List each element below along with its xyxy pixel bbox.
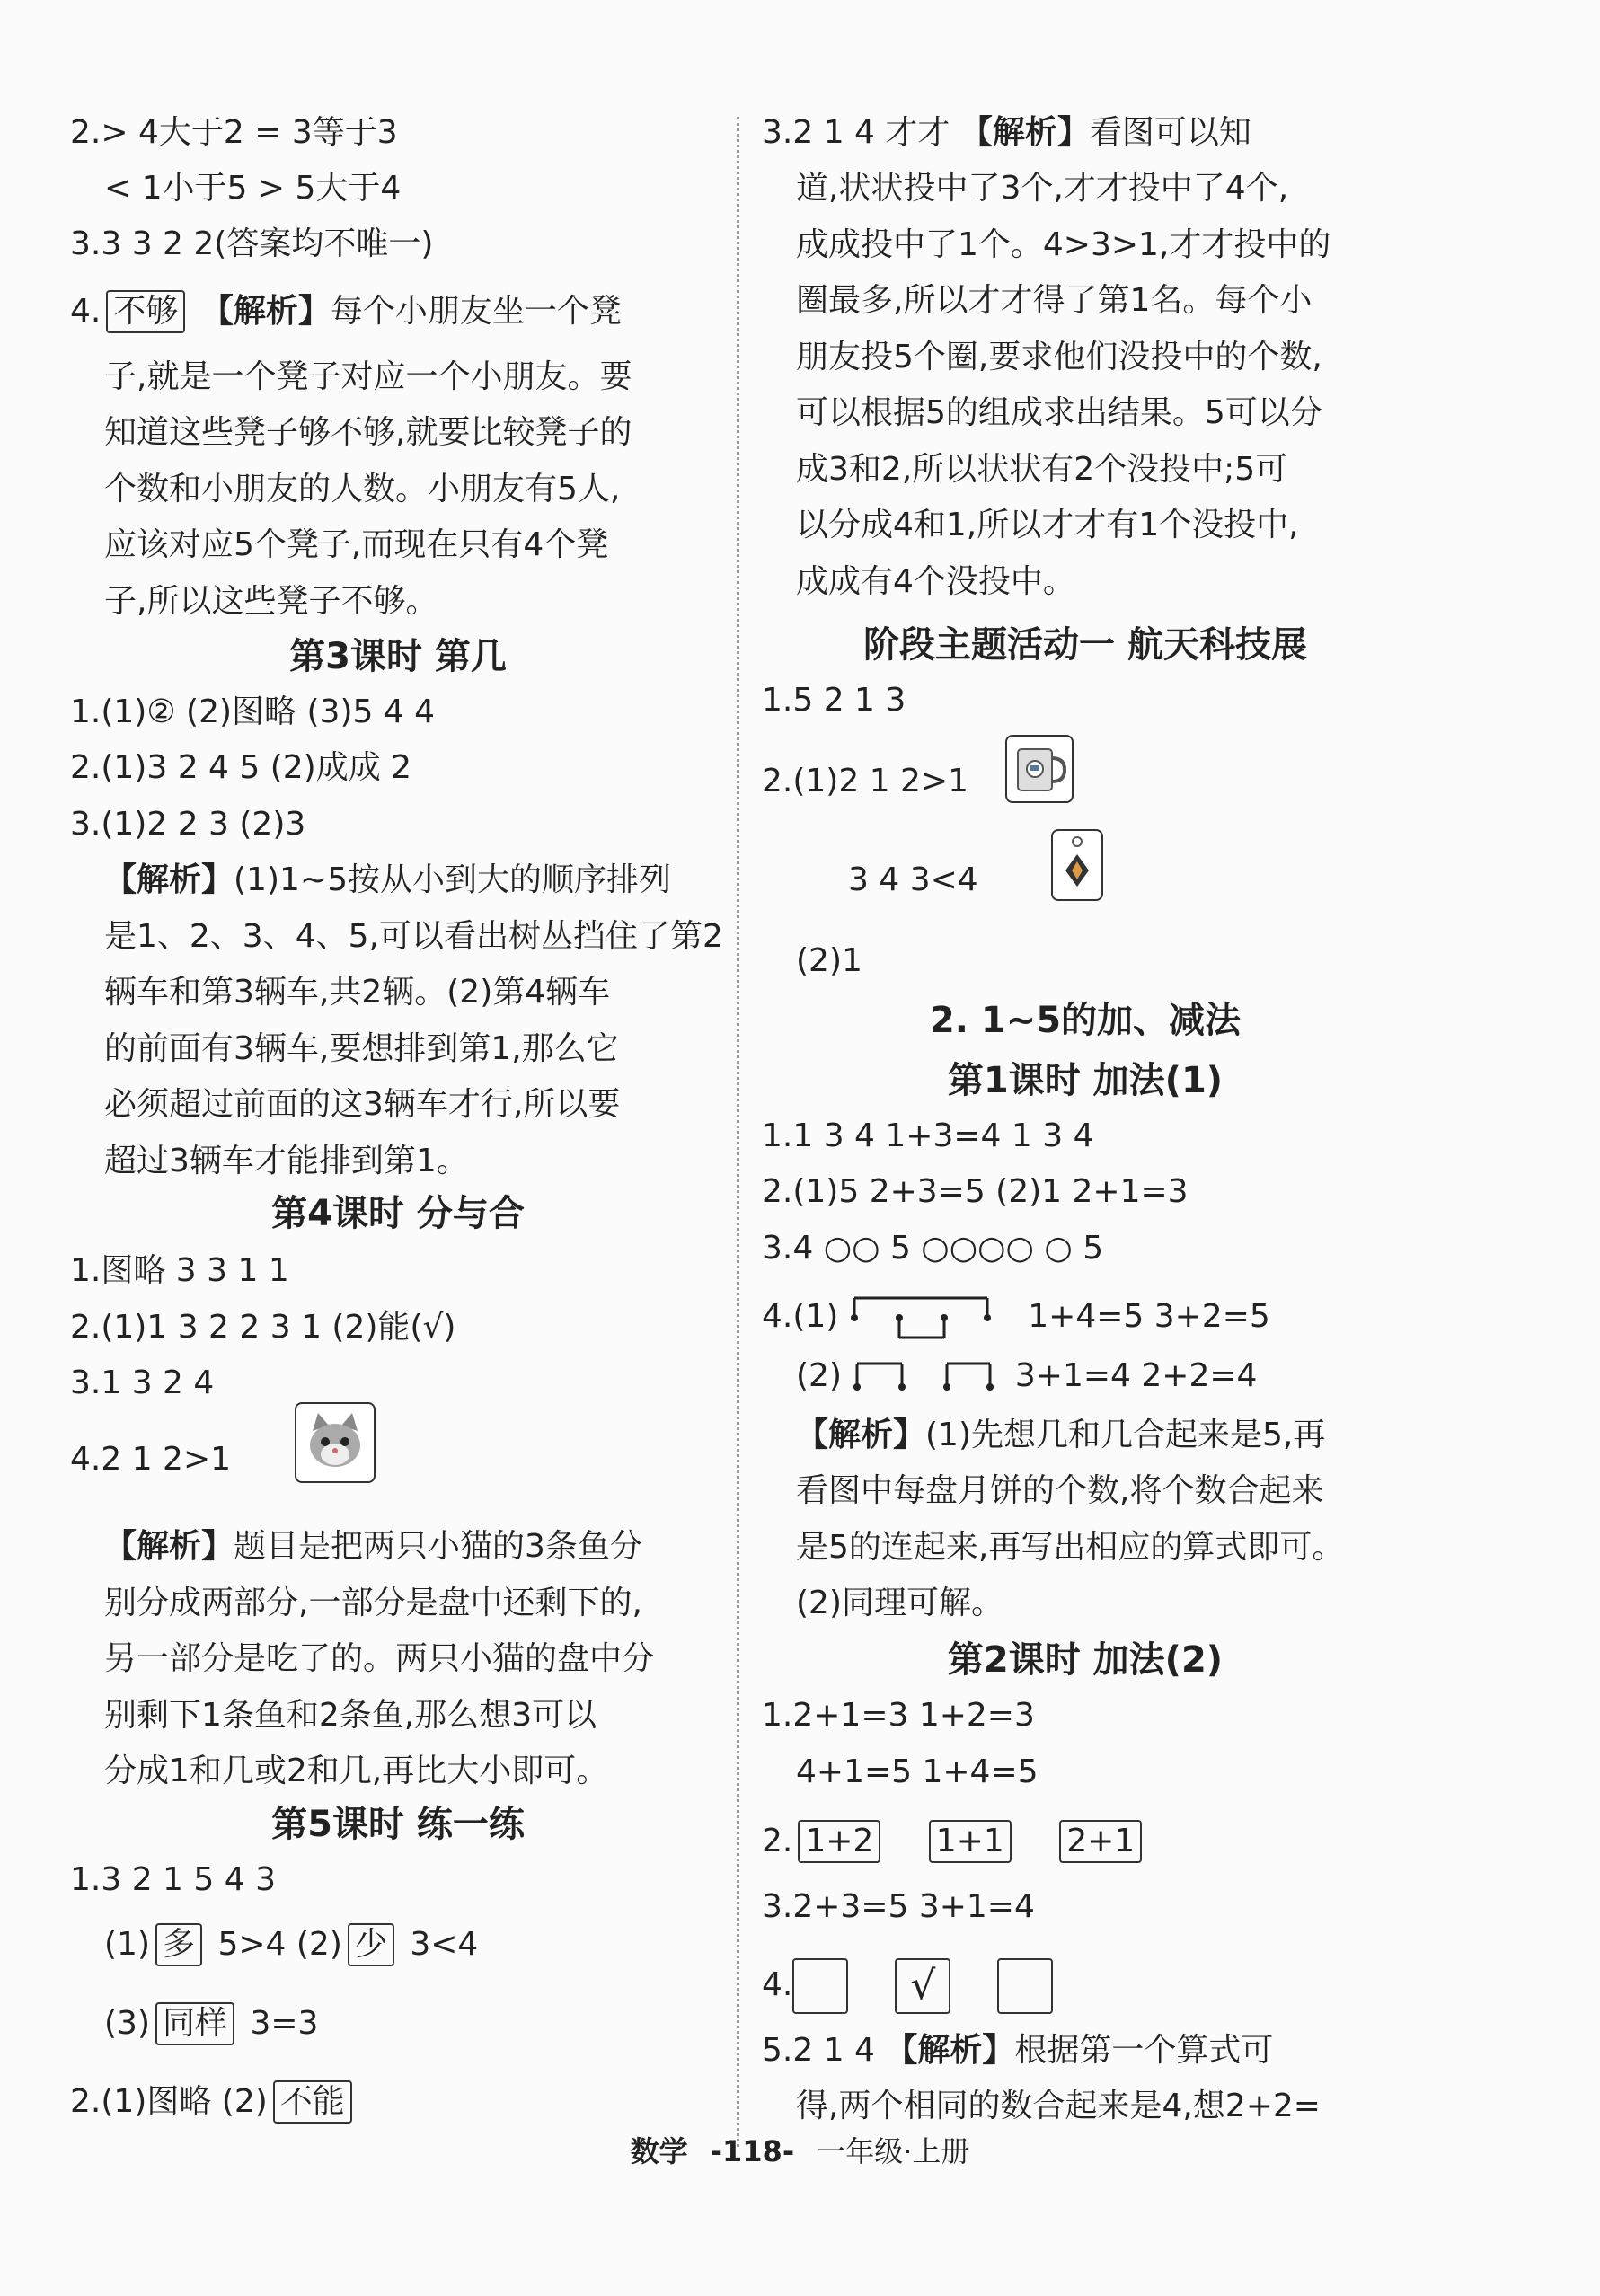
answer-line: 1.3 2 1 5 4 3 [70, 1861, 276, 1898]
answer-line: 4+1=5 1+4=5 [796, 1753, 1039, 1790]
analysis-line: 分成1和几或2和几,再比大小即可。 [104, 1753, 609, 1789]
footer-subject: 数学 [630, 2134, 688, 2168]
footer-grade: 一年级·上册 [817, 2134, 970, 2168]
analysis-text: 每个小朋友坐一个凳 [330, 293, 622, 330]
analysis-text: (1)1~5按从小到大的顺序排列 [234, 861, 671, 898]
answer-line [104, 2001, 318, 2046]
section-heading: 阶段主题活动一 航天科技展 [863, 624, 1307, 666]
answer-line: < 1小于5 > 5大于4 [104, 170, 402, 207]
analysis-line: 应该对应5个凳子,而现在只有4个凳 [104, 526, 609, 563]
analysis-line: 得,两个相同的数合起来是4,想2+2= [796, 2088, 1321, 2124]
answer-text: 3+1=4 2+2=4 [1014, 1357, 1258, 1394]
answer-box: 2+1 [1059, 1820, 1142, 1863]
analysis-text: (1)先想几和几合起来是5,再 [925, 1417, 1326, 1453]
answer-line: 1.5 2 1 3 [762, 682, 906, 719]
answer-box: 不能 [273, 2080, 352, 2124]
analysis-line [104, 858, 671, 903]
answer-text: 3 4 3<4 [848, 861, 978, 898]
answer-line: 1.图略 3 3 1 1 [70, 1252, 289, 1289]
analysis-tag: 【解析】 [885, 2032, 1015, 2069]
answer-line: 2.(1)3 2 4 5 (2)成成 2 [70, 749, 412, 786]
answer-line: 3.1 3 2 4 [70, 1364, 215, 1401]
analysis-line: 个数和小朋友的人数。小朋友有5人, [104, 471, 621, 508]
connect-lines-icon [852, 1355, 995, 1400]
analysis-text: 根据第一个算式可 [1014, 2032, 1274, 2069]
analysis-line: 子,就是一个凳子对应一个小朋友。要 [104, 358, 632, 395]
section-heading: 第5课时 练一练 [271, 1804, 525, 1845]
analysis-line: 是5的连起来,再写出相应的算式即可。 [796, 1529, 1345, 1566]
answer-line [762, 110, 1251, 155]
answer-line: 2.> 4大于2 = 3等于3 [70, 114, 398, 151]
analysis-line: 道,状状投中了3个,才才投中了4个, [796, 170, 1289, 207]
answer-box: 多 [155, 1923, 202, 1966]
answer-box: 1+2 [798, 1820, 880, 1863]
answer-text: (2) [796, 1357, 842, 1394]
answer-text: 3=3 [250, 2005, 319, 2042]
page-footer [0, 2129, 1600, 2170]
answer-box: 同样 [155, 2002, 234, 2045]
analysis-tag: 【解析】 [104, 1528, 234, 1565]
analysis-text: 看图可以知 [1089, 114, 1251, 151]
analysis-tag: 【解析】 [200, 293, 331, 330]
answer-text: 3<4 [410, 1926, 479, 1963]
answer-line [762, 1291, 1270, 1336]
answer-line [70, 289, 622, 334]
answer-line: (2)1 [796, 942, 862, 979]
analysis-line: 成成投中了1个。4>3>1,才才投中的 [796, 226, 1331, 263]
answer-line [70, 1437, 376, 1482]
answer-text: 5>4 (2) [217, 1926, 342, 1963]
analysis-line: 成3和2,所以状状有2个没投中;5可 [796, 451, 1288, 488]
answer-line: 3.4 ○○ 5 ○○○○ ○ 5 [762, 1230, 1104, 1267]
analysis-line: 的前面有3辆车,要想排到第1,那么它 [104, 1030, 619, 1067]
section-heading: 第3课时 第几 [289, 636, 507, 677]
answer-text: 4.2 1 2>1 [70, 1441, 232, 1478]
analysis-line: 可以根据5的组成求出结果。5可以分 [796, 394, 1322, 431]
answer-line: 3.2+3=5 3+1=4 [762, 1888, 1035, 1925]
analysis-line: 另一部分是吃了的。两只小猫的盘中分 [104, 1640, 655, 1677]
analysis-line: 子,所以这些凳子不够。 [104, 583, 438, 620]
section-heading: 第4课时 分与合 [271, 1193, 525, 1234]
analysis-line: 别分成两部分,一部分是盘中还剩下的, [104, 1585, 642, 1621]
column-divider [737, 117, 739, 2147]
analysis-line: 成成有4个没投中。 [796, 563, 1075, 600]
answer-box: 少 [348, 1923, 394, 1966]
analysis-text: 题目是把两只小猫的3条鱼分 [234, 1528, 642, 1565]
analysis-line: 看图中每盘月饼的个数,将个数合起来 [796, 1472, 1324, 1509]
answer-line [762, 1958, 1076, 2009]
analysis-line [796, 1413, 1325, 1458]
answer-text: 3.2 1 4 才才 [762, 114, 950, 151]
answer-line: 1.(1)② (2)图略 (3)5 4 4 [70, 693, 436, 730]
answer-text: 1+4=5 3+2=5 [1028, 1298, 1270, 1335]
analysis-line: 超过3辆车才能排到第1。 [104, 1143, 469, 1179]
answer-text: 2. [762, 1823, 793, 1859]
answer-text: 4. [762, 1966, 793, 2003]
analysis-line: 是1、2、3、4、5,可以看出树丛挡住了第2 [104, 918, 723, 955]
analysis-line: 辆车和第3辆车,共2辆。(2)第4辆车 [104, 974, 611, 1011]
answer-line [796, 1354, 1257, 1399]
cat-face-icon [296, 1404, 374, 1481]
answer-box: 不够 [106, 290, 185, 333]
analysis-tag: 【解析】 [104, 861, 234, 898]
section-heading: 第1课时 加法(1) [947, 1060, 1224, 1101]
question-number: 4. [70, 293, 102, 330]
section-heading: 第2课时 加法(2) [947, 1639, 1224, 1681]
rocket-bookmark-icon [1053, 831, 1101, 899]
empty-answer-box [997, 1958, 1053, 2014]
answer-line: 1.1 3 4 1+3=4 1 3 4 [762, 1117, 1094, 1154]
unit-heading: 2. 1~5的加、减法 [929, 1000, 1242, 1041]
answer-line [762, 2028, 1273, 2073]
analysis-line: 以分成4和1,所以才才有1个没投中, [796, 507, 1299, 543]
answer-line: 3.3 3 2 2(答案均不唯一) [70, 225, 434, 262]
empty-answer-box [792, 1958, 848, 2014]
answer-text: (3) [104, 2005, 150, 2042]
answer-text: 2.(1)2 1 2>1 [762, 763, 969, 799]
mug-icon [1007, 737, 1072, 801]
answer-line: 1.2+1=3 1+2=3 [762, 1697, 1035, 1734]
analysis-line [104, 1524, 642, 1569]
answer-line: 2.(1)1 3 2 2 3 1 (2)能(√) [70, 1309, 456, 1346]
answer-text: 2.(1)图略 (2) [70, 2083, 268, 2120]
analysis-line: 朋友投5个圈,要求他们没投中的个数, [796, 339, 1322, 375]
page-number: -118- [710, 2134, 795, 2168]
cat-picture [295, 1402, 376, 1483]
analysis-line: 知道这些凳子够不够,就要比较凳子的 [104, 414, 632, 451]
answer-line [762, 759, 1074, 804]
analysis-line: 别剩下1条鱼和2条鱼,那么想3可以 [104, 1697, 597, 1734]
analysis-line: 圈最多,所以才才得了第1名。每个小 [796, 282, 1313, 319]
answer-text: 5.2 1 4 [762, 2032, 875, 2069]
answer-line: 3.(1)2 2 3 (2)3 [70, 806, 306, 843]
answer-line: 2.(1)5 2+3=5 (2)1 2+1=3 [762, 1173, 1189, 1210]
answer-text: (1) [104, 1926, 150, 1963]
answer-line [762, 1819, 1147, 1864]
answer-line [70, 2080, 358, 2124]
mug-picture [1005, 735, 1074, 803]
bookmark-picture [1051, 829, 1103, 901]
answer-text: 4.(1) [762, 1298, 839, 1335]
analysis-line: 必须超过前面的这3辆车才行,所以要 [104, 1086, 621, 1123]
answer-box: 1+1 [929, 1820, 1012, 1863]
checked-answer-box: √ [895, 1958, 950, 2014]
analysis-tag: 【解析】 [796, 1417, 926, 1453]
answer-line [848, 858, 1103, 903]
connect-lines-icon [849, 1291, 993, 1345]
analysis-line: (2)同理可解。 [796, 1585, 1003, 1621]
answer-line [104, 1922, 478, 1967]
analysis-tag: 【解析】 [959, 114, 1090, 151]
